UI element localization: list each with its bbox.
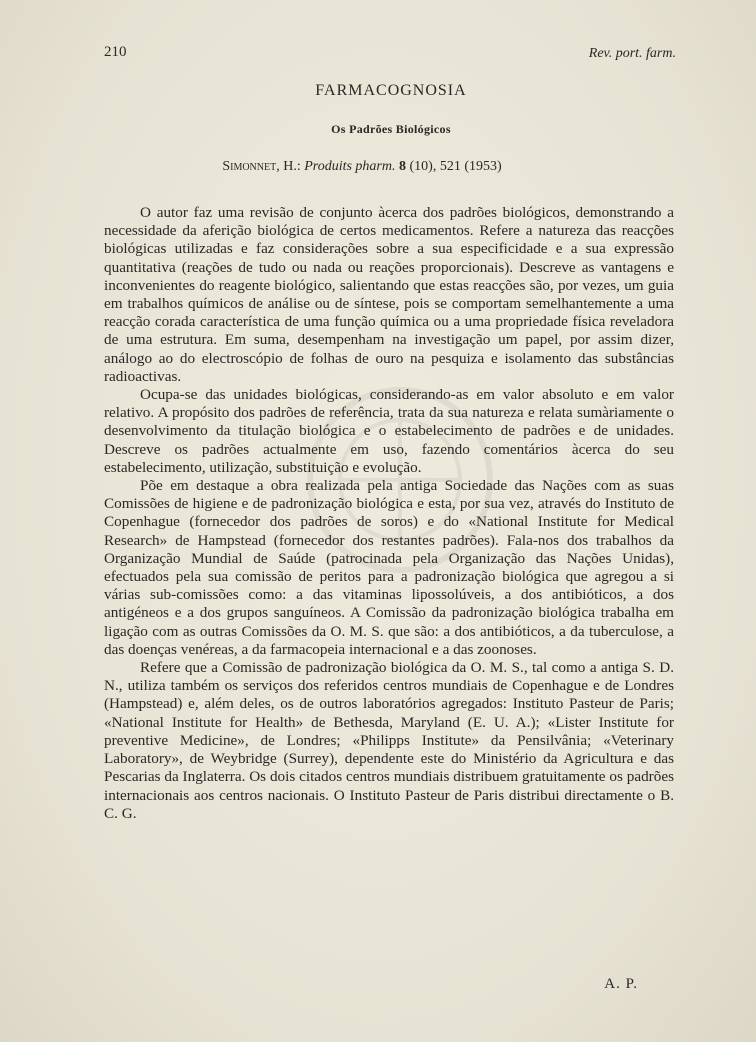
- paragraph: Ocupa-se das unidades biológicas, considerando-as em valor absoluto e em valor relativo. A propósito dos padrões de referência, trata da sua natureza e relata sumàriamente o desenvolvimento da titulação biológica e o estabelecimento de padrões e de unidades. Descreve os padrões actualmente em uso, fazendo comentários àcerca do seu estabelecimento, utilização, substituição e evolução.: [104, 386, 674, 476]
- paragraph: O autor faz uma revisão de conjunto àcerca dos padrões biológicos, demonstrando a necessidade da aferição biológica de certos medicamentos. Refere a natureza das reacções biológicas utilizadas e faz considerações sobre a sua especificidade e a sua expressão quantitativa (reações de tudo ou nada ou reações proporcionais). Descreve as vantagens e inconvenientes do reagente biológico, salientando que estas reacções são, por vezes, um guia em trabalhos químicos de análise ou de síntese, pois se comportam semelhantemente a uma reacção corada característica de uma função química ou a uma propriedade física reveladora de uma estrutura. Em suma, desempenham na investigação um papel, por assim dizer, análogo ao do electroscópio de folhas de ouro na pesquiza e isolamento das substâncias radioactivas.: [104, 204, 674, 385]
- article-body: [104, 204, 674, 823]
- citation-author: Simonnet, H.:: [222, 159, 301, 174]
- citation: [32, 159, 692, 175]
- citation-journal: Produits pharm.: [304, 159, 396, 174]
- citation-volume: 8: [399, 159, 406, 174]
- author-signature: A. P.: [604, 976, 638, 992]
- running-header: Rev. port. farm.: [588, 46, 676, 61]
- section-title: FARMACOGNOSIA: [315, 82, 467, 99]
- paragraph: Refere que a Comissão de padronização biológica da O. M. S., tal como a antiga S. D. N., utiliza também os serviços dos referidos centros mundiais de Copenhague e de Londres (Hampstead) e, além deles, os de outros laboratórios agregados: Instituto Pasteur de Paris; «National Institute for Health» de Bethesda, Maryland (E. U. A.); «Lister Institute for preventive Medicine», de Londres; «Philipps Institute» da Pensilvânia; «Veterinary Laboratory», de Weybridge (Surrey), dependente este do Ministério da Agricultura e das Pescarias da Inglaterra. Os dois citados centros mundiais distribuem gratuitamente os padrões internacionais aos centros nacionais. O Instituto Pasteur de Paris distribui directamente o B. C. G.: [104, 659, 674, 822]
- article-subtitle: Os Padrões Biológicos: [331, 122, 451, 136]
- page-number: 210: [104, 44, 127, 60]
- paragraph: Põe em destaque a obra realizada pela antiga Sociedade das Nações com as suas Comissões de higiene e de padronização biológica e esta, por sua vez, através do Instituto de Copenhague (fornecedor dos padrões de soros) e do «National Institute for Medical Research» de Hampstead (fornecedor dos restantes padrões). Fala-nos dos trabalhos da Organização Mundial de Saúde (patrocinada pela Organização das Nações Unidas), efectuados pela sua comissão de peritos para a padronização biológica que agregou a si várias sub-comissões como: a das vitaminas lipossolúveis, a dos antibióticos, a dos antigéneos e a dos grupos sanguíneos. A Comissão da padronização biológica trabalha em ligação com as outras Comissões da O. M. S. que são: a dos antibióticos, a da tuberculose, a das doenças venéreas, a da farmacopeia internacional e a das zoonoses.: [104, 477, 674, 658]
- citation-details: (10), 521 (1953): [409, 159, 502, 174]
